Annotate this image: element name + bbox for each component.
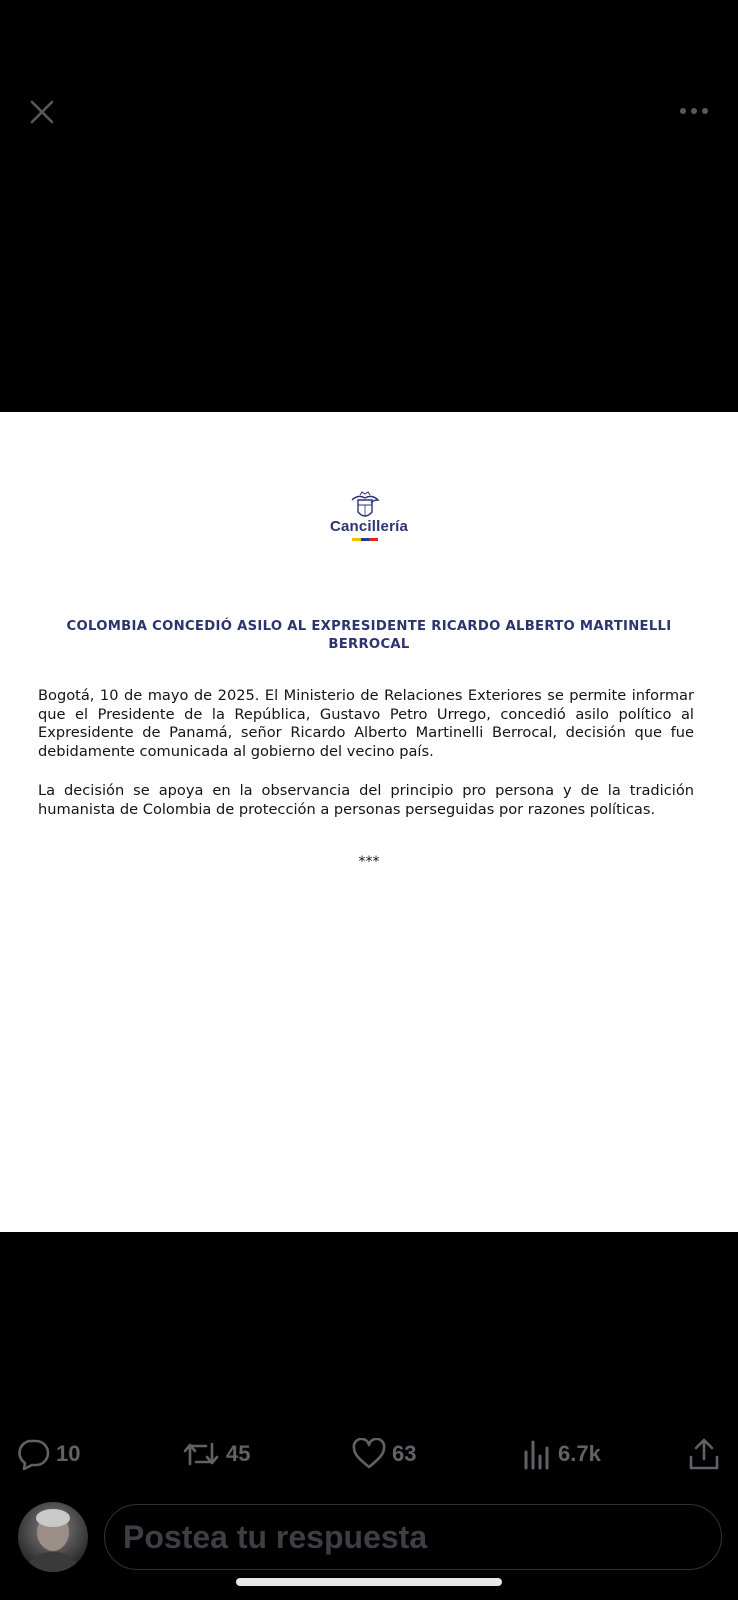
share-icon: [688, 1437, 720, 1471]
document-title: COLOMBIA CONCEDIÓ ASILO AL EXPRESIDENTE RICARDO ALBERTO MARTINELLI BERROCAL: [66, 619, 672, 652]
like-button[interactable]: [352, 1436, 416, 1472]
home-indicator[interactable]: [236, 1578, 502, 1586]
paragraph-2: La decisión se apoya en la observancia del principio pro persona y de la tradición humanista de Colombia de protección a personas perseguidas por razones políticas.: [38, 782, 694, 818]
views-count: 6.7k: [558, 1441, 601, 1466]
like-count: 63: [392, 1441, 417, 1466]
avatar[interactable]: [18, 1502, 88, 1572]
share-button[interactable]: [688, 1436, 720, 1472]
user-photo: [18, 1502, 88, 1572]
more-options-button[interactable]: [674, 96, 714, 126]
post-actions-bar: [0, 1436, 738, 1472]
reply-icon: [16, 1438, 50, 1470]
paragraph-1: Bogotá, 10 de mayo de 2025. El Ministerio de Relaciones Exteriores se permite informar que el Presidente de la República, Gustavo Petro Urrego, concedió asilo político al Expresidente de Panamá, señor Ricardo Alberto Martinelli Berrocal, decisión que fue debidamente comunicada al gobierno del vecino país.: [38, 687, 694, 760]
views-button[interactable]: [522, 1436, 601, 1472]
repost-count: 45: [226, 1441, 251, 1466]
views-chart-icon: [522, 1438, 552, 1470]
reply-composer: [0, 1500, 738, 1576]
reply-input[interactable]: [104, 1504, 722, 1570]
reply-button[interactable]: [16, 1436, 80, 1472]
repost-icon: [182, 1438, 220, 1470]
close-button[interactable]: [22, 92, 62, 132]
close-icon: [29, 99, 55, 125]
reply-placeholder: Postea tu respuesta: [123, 1518, 428, 1555]
closing-marks: ***: [358, 854, 380, 870]
flag-stripe: [352, 538, 378, 541]
more-horizontal-icon: [679, 107, 709, 115]
press-release-image[interactable]: [0, 412, 738, 1232]
brand-name: Cancillería: [329, 518, 409, 535]
repost-button[interactable]: [182, 1436, 250, 1472]
heart-icon: [352, 1438, 386, 1470]
reply-count: 10: [56, 1441, 81, 1466]
